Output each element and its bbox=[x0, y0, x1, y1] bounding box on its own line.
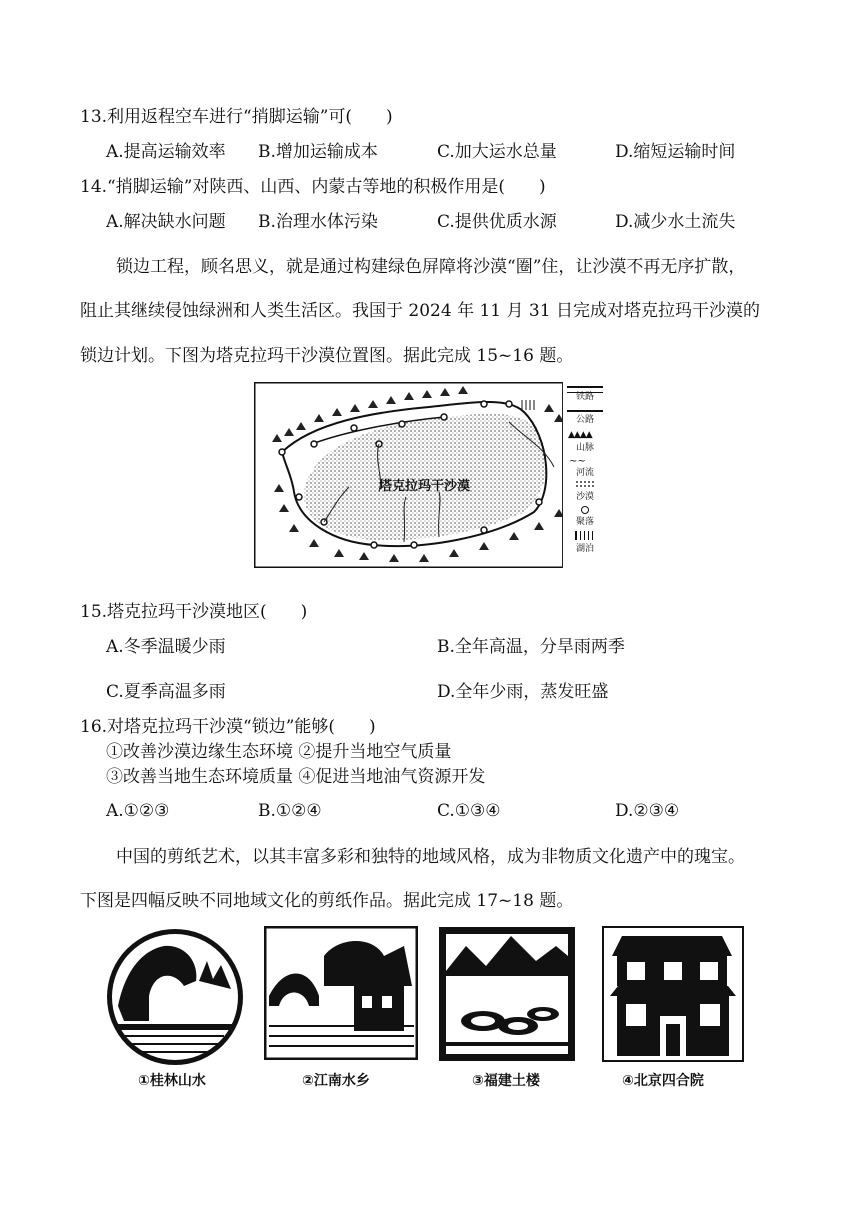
passage1-line1: 锁边工程，顾名思义，就是通过构建绿色屏障将沙漠“圈”住，让沙漠不再无序扩散， bbox=[116, 257, 746, 277]
legend-road: 公路 bbox=[575, 415, 594, 425]
map-legend bbox=[562, 382, 607, 568]
q15-option-a: A.冬季温暖少雨 bbox=[106, 637, 226, 657]
q15-stem: 15.塔克拉玛干沙漠地区( ) bbox=[80, 602, 308, 622]
legend-railway: 铁路 bbox=[575, 392, 594, 402]
papercut-fujian-graphic bbox=[438, 926, 576, 1062]
papercut-jiangnan bbox=[264, 926, 418, 1064]
taklamakan-map bbox=[254, 382, 606, 568]
q16-option-d: D.②③④ bbox=[615, 801, 680, 821]
q13-option-a: A.提高运输效率 bbox=[106, 142, 226, 162]
q13-option-d: D.缩短运输时间 bbox=[615, 142, 736, 162]
desert-label: 塔克拉玛干沙漠 bbox=[379, 479, 471, 494]
mountain-symbol: ▲▲▲▲ bbox=[568, 430, 592, 440]
q13-stem: 13.利用返程空车进行“捎脚运输”可( ) bbox=[80, 107, 393, 127]
caption-jiangnan: ②江南水乡 bbox=[302, 1073, 370, 1089]
q14-stem: 14.“捎脚运输”对陕西、山西、内蒙古等地的积极作用是( ) bbox=[80, 177, 546, 197]
q16-items-line1: ①改善沙漠边缘生态环境 ②提升当地空气质量 bbox=[106, 742, 452, 762]
caption-guilin: ①桂林山水 bbox=[138, 1073, 206, 1089]
papercut-guilin bbox=[104, 926, 246, 1072]
papercut-guilin-graphic bbox=[104, 926, 246, 1068]
q13-option-c: C.加大运水总量 bbox=[437, 142, 557, 162]
q16-option-a: A.①②③ bbox=[106, 801, 170, 821]
q16-option-b: B.①②④ bbox=[258, 801, 322, 821]
q15-option-d: D.全年少雨，蒸发旺盛 bbox=[437, 682, 609, 702]
desert-symbol bbox=[575, 480, 595, 488]
legend-desert: 沙漠 bbox=[575, 492, 594, 502]
q16-items-line2: ③改善当地生态环境质量 ④促进当地油气资源开发 bbox=[106, 767, 486, 787]
legend-settlement: 聚落 bbox=[575, 517, 594, 527]
legend-river: 河流 bbox=[575, 468, 594, 478]
passage1-line2: 阻止其继续侵蚀绿洲和人类生活区。我国于 2024 年 11 月 31 日完成对塔克拉玛干沙漠的 bbox=[80, 301, 760, 321]
settlement-symbol bbox=[581, 506, 589, 514]
papercut-beijing-graphic bbox=[602, 926, 744, 1062]
caption-beijing: ④北京四合院 bbox=[622, 1073, 704, 1089]
papercut-beijing bbox=[602, 926, 744, 1066]
caption-fujian: ③福建土楼 bbox=[472, 1073, 540, 1089]
passage1-line3: 锁边计划。下图为塔克拉玛干沙漠位置图。据此完成 15~16 题。 bbox=[80, 346, 574, 366]
q14-option-d: D.减少水土流失 bbox=[615, 212, 736, 232]
legend-mountain: 山脉 bbox=[575, 443, 594, 453]
river-symbol: ∼∼ bbox=[569, 456, 586, 467]
lake-symbol bbox=[575, 531, 594, 540]
q15-option-c: C.夏季高温多雨 bbox=[106, 682, 226, 702]
q16-option-c: C.①③④ bbox=[437, 801, 501, 821]
q15-option-b: B.全年高温，分旱雨两季 bbox=[437, 637, 625, 657]
q16-stem: 16.对塔克拉玛干沙漠“锁边”能够( ) bbox=[80, 717, 376, 737]
q14-option-a: A.解决缺水问题 bbox=[106, 212, 226, 232]
papercut-jiangnan-graphic bbox=[264, 926, 418, 1060]
map-graphic bbox=[254, 382, 606, 568]
passage2-line1: 中国的剪纸艺术，以其丰富多彩和独特的地域风格，成为非物质文化遗产中的瑰宝。 bbox=[116, 847, 745, 867]
q14-option-b: B.治理水体污染 bbox=[258, 212, 378, 232]
papercut-fujian bbox=[438, 926, 576, 1066]
q14-option-c: C.提供优质水源 bbox=[437, 212, 557, 232]
legend-lake: 湖泊 bbox=[575, 544, 594, 554]
passage2-line2: 下图是四幅反映不同地域文化的剪纸作品。据此完成 17~18 题。 bbox=[80, 891, 574, 911]
road-symbol bbox=[567, 410, 603, 412]
q13-option-b: B.增加运输成本 bbox=[258, 142, 378, 162]
